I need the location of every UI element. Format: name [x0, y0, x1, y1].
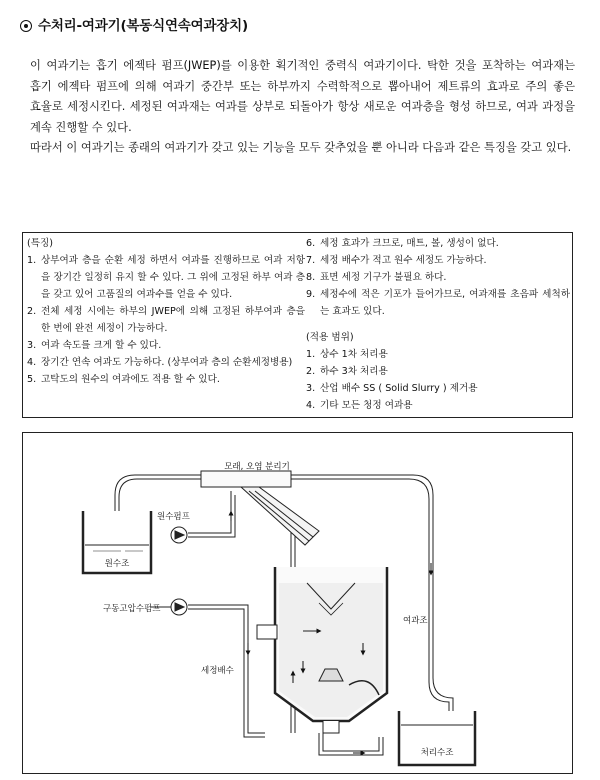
wash-drain-label: 세정배수: [201, 666, 234, 676]
filter-tank: [257, 567, 387, 733]
feature-text: 세정수에 적은 기포가 들어가므로, 여과재를 초음파 세척하는 효과도 있다.: [320, 289, 570, 317]
feature-item: [27, 303, 305, 337]
scope-text: 산업 배수 SS ( Solid Slurry ) 제거용: [320, 383, 478, 394]
raw-tank-label: 원수조: [104, 559, 130, 569]
scope-number: 4.: [306, 400, 316, 411]
section-title: [20, 14, 248, 34]
raw-water-pump-icon: [171, 527, 187, 543]
feature-number: 6.: [306, 238, 316, 249]
scope-number: 2.: [306, 366, 316, 377]
intro-text: [30, 56, 575, 159]
feature-item: [27, 252, 305, 303]
features-heading: (특징): [27, 238, 54, 249]
feature-number: 5.: [27, 374, 37, 385]
bullet-icon: [20, 20, 32, 32]
raw-pump-label: 원수펌프: [157, 512, 190, 522]
treated-tank-label: 처리수조: [420, 748, 454, 758]
feature-item: [306, 269, 570, 286]
feature-text: 여과 속도를 크게 할 수 있다.: [41, 340, 162, 351]
scope-item: [306, 363, 570, 380]
section-title-text: 수처리-여과기(복동식연속여과장치): [38, 18, 248, 34]
scope-heading: (적용 범위): [306, 332, 354, 343]
feature-text: 세정 배수가 적고 원수 세정도 가능하다.: [320, 255, 487, 266]
scope-item: [306, 346, 570, 363]
feature-item: [306, 252, 570, 269]
features-right-column: [306, 235, 570, 414]
feature-number: 3.: [27, 340, 37, 351]
features-box: [22, 232, 573, 418]
feature-number: 2.: [27, 306, 37, 317]
feature-number: 8.: [306, 272, 316, 283]
scope-text: 기타 모든 청정 여과용: [320, 400, 413, 411]
process-diagram-svg: [23, 433, 574, 775]
feature-text: 장기간 연속 여과도 가능하다. (상부여과 층의 순환세정병용): [41, 357, 293, 368]
scope-number: 3.: [306, 383, 316, 394]
scope-text: 하수 3차 처리용: [320, 366, 388, 377]
scope-item: [306, 397, 570, 414]
feature-item: [27, 371, 305, 388]
scope-number: 1.: [306, 349, 316, 360]
feature-number: 4.: [27, 357, 37, 368]
filter-process-diagram: [22, 432, 573, 774]
feature-item: [306, 286, 570, 320]
feature-number: 1.: [27, 255, 37, 266]
feature-number: 7.: [306, 255, 316, 266]
feature-text: 표면 세정 기구가 불필요 하다.: [320, 272, 447, 283]
sand-separator: [201, 471, 319, 545]
feature-item: [306, 235, 570, 252]
feature-item: [27, 354, 305, 371]
feature-text: 상부여과 층을 순환 세정 하면서 여과를 진행하므로 여과 저항을 장기간 일정히 유지 할 수 있다. 그 위에 고정된 하부 여과 층을 갖고 있어 고품질의 여과수를 얻을 수 있다.: [41, 255, 305, 300]
intro-paragraph-1: 이 여과기는 흡기 에젝타 펌프(JWEP)를 이용한 획기적인 중력식 여과기이다. 탁한 것을 포착하는 여과재는 흡기 에젝타 펌프에 의해 여과기 중간부 또는 하부까지 수력학적으로 뽑아내어 제트류의 효과로 주의 좋은 효율로 세정시킨다. 세정된 여과재는 여과를 상부로 되돌아가 항상 새로운 여과층을 형성 하므로, 여과 과정을 계속 진행할 수 있다.: [30, 59, 575, 134]
feature-text: 고탁도의 원수의 여과에도 적용 할 수 있다.: [41, 374, 220, 385]
scope-item: [306, 380, 570, 397]
intro-paragraph-2: 따라서 이 여과기는 종래의 여과기가 갖고 있는 기능을 모두 갖추었을 뿐 아니라 다음과 같은 특징을 갖고 있다.: [30, 141, 572, 154]
separator-label: 모래, 오염 분리기: [224, 462, 290, 472]
feature-number: 9.: [306, 289, 316, 300]
drive-pump-label: 구동고압수펌프: [103, 604, 161, 614]
feature-item: [27, 337, 305, 354]
features-left-column: [27, 235, 305, 388]
filter-tank-label: 여과조: [403, 616, 428, 626]
feature-text: 세정 효과가 크므로, 매트, 볼, 생성이 없다.: [320, 238, 499, 249]
scope-text: 상수 1차 처리용: [320, 349, 388, 360]
feature-text: 전체 세정 시에는 하부의 JWEP에 의해 고정된 하부여과 층을 한 번에 완전 세정이 가능하다.: [41, 306, 305, 334]
